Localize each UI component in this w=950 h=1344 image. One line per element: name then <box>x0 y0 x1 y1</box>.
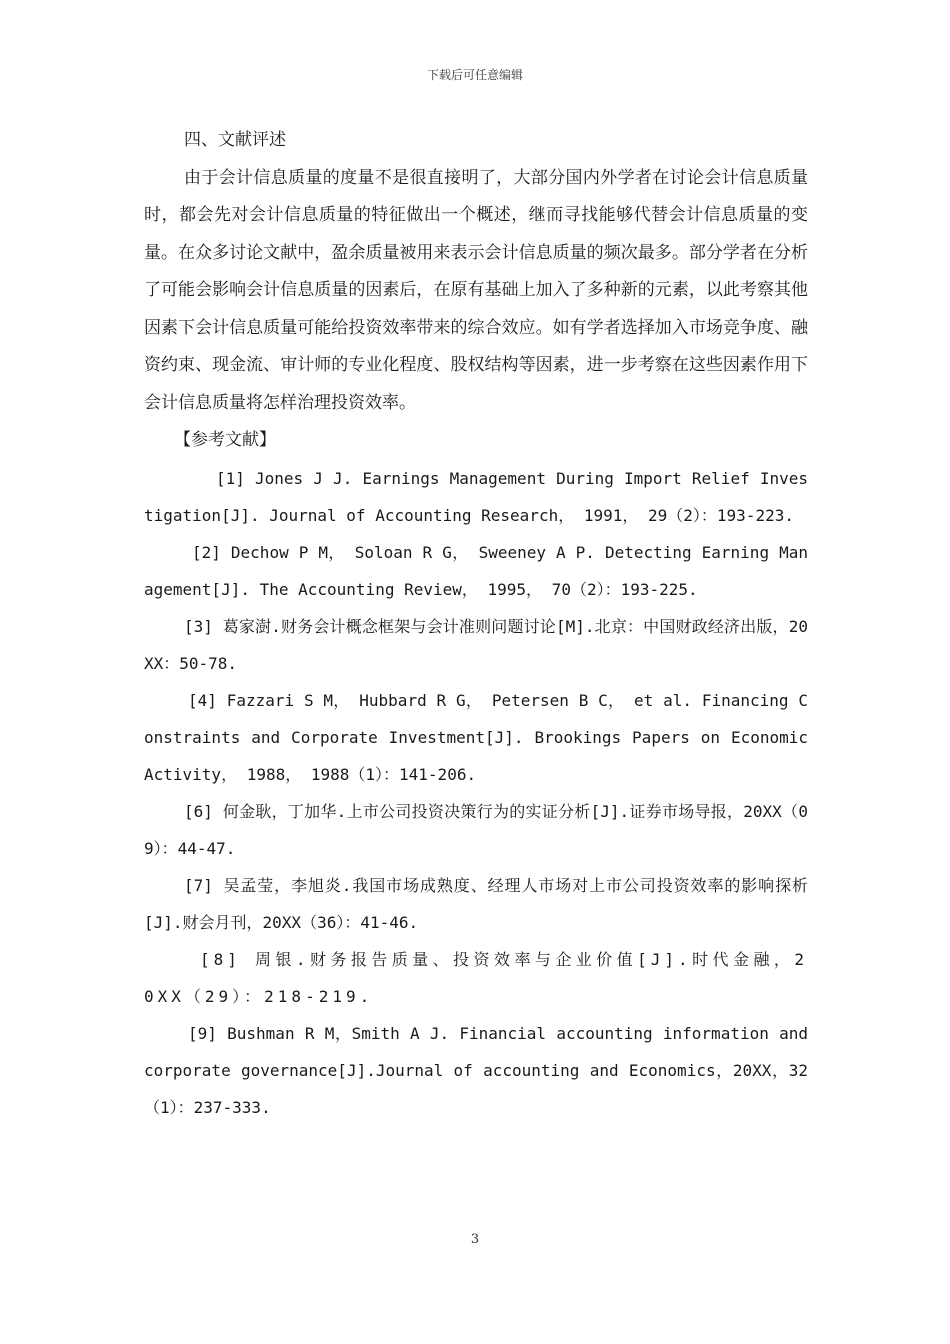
reference-item-7: [7] 吴孟莹，李旭炎.我国市场成熟度、经理人市场对上市公司投资效率的影响探析[J].财会月刊，20XX（36）：41-46. <box>144 875 808 932</box>
section-title: 四、文献评述 <box>184 130 286 150</box>
reference-item-3: [3] 葛家澍.财务会计概念框架与会计准则问题讨论[M].北京：中国财政经济出版，20XX：50-78. <box>144 616 808 673</box>
reference-item-2: [2] Dechow P M， Soloan R G， Sweeney A P. Detecting Earning Management[J]. The Accounting Review， 1995， 70（2）：193-225. <box>144 542 808 599</box>
reference-item-9: [9] Bushman R M，Smith A J. Financial accounting information and corporate governance[J].Journal of accounting and Economics，20XX，32（1）：237-333. <box>144 1023 808 1117</box>
document-body <box>144 122 808 1126</box>
reference-item-8: [8] 周银.财务报告质量、投资效率与企业价值[J].时代金融，20XX（29）：218-219. <box>144 949 808 1006</box>
reference-item-4: [4] Fazzari S M， Hubbard R G， Petersen B C， et al. Financing Constraints and Corporate Investment[J]. Brookings Papers on Economic Activity， 1988， 1988（1）：141-206. <box>144 690 808 784</box>
references-heading: 【参考文献】 <box>174 430 276 450</box>
reference-item-6: [6] 何金耿，丁加华.上市公司投资决策行为的实证分析[J].证券市场导报，20XX（09）：44-47. <box>144 801 808 858</box>
page-header-note: 下载后可任意编辑 <box>426 68 523 82</box>
page-number: 3 <box>470 1232 480 1247</box>
reference-item-1: [1] Jones J J. Earnings Management During Import Relief Investigation[J]. Journal of Accounting Research， 1991， 29（2）：193-223. <box>144 468 808 525</box>
section-body-paragraph: 由于会计信息质量的度量不是很直接明了，大部分国内外学者在讨论会计信息质量时，都会先对会计信息质量的特征做出一个概述，继而寻找能够代替会计信息质量的变量。在众多讨论文献中，盈余质量被用来表示会计信息质量的频次最多。部分学者在分析了可能会影响会计信息质量的因素后，在原有基础上加入了多种新的元素，以此考察其他因素下会计信息质量可能给投资效率带来的综合效应。如有学者选择加入市场竞争度、融资约束、现金流、审计师的专业化程度、股权结构等因素，进一步考察在这些因素作用下会计信息质量将怎样治理投资效率。 <box>144 167 808 413</box>
